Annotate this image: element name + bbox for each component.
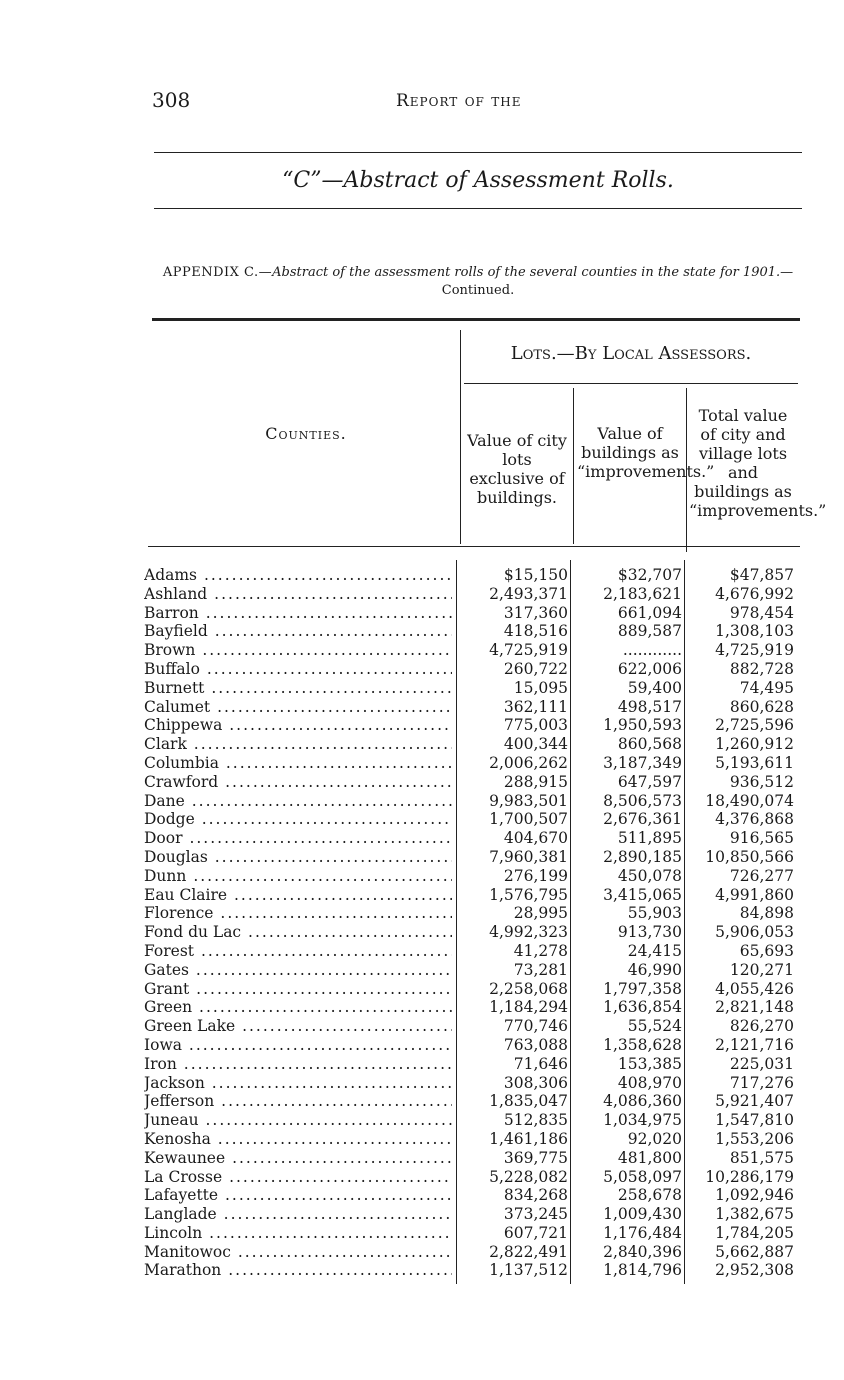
buildings-value: $32,707	[617, 566, 682, 584]
table-top-rule	[152, 318, 800, 321]
buildings-value: 2,840,396	[603, 1242, 682, 1261]
table-row	[138, 735, 798, 754]
buildings-value: 55,524	[627, 1017, 682, 1036]
table-row	[138, 1074, 798, 1093]
city-lots-value: 71,646	[513, 1054, 568, 1073]
city-lots-value: 4,992,323	[489, 923, 568, 942]
city-lots-value: 260,722	[503, 659, 568, 678]
city-lots-value: 418,516	[503, 622, 568, 641]
buildings-value: 498,517	[617, 697, 682, 716]
col-header-city-lots: Value of city lots exclusive of buildings.	[467, 431, 567, 507]
buildings-value: 1,636,854	[603, 998, 682, 1017]
city-lots-value: 2,493,371	[489, 584, 568, 603]
table-row	[138, 998, 798, 1017]
city-lots-value: 373,245	[503, 1205, 568, 1224]
county-name: Dodge .....	[144, 810, 452, 829]
county-name: Clark .....	[144, 735, 452, 754]
city-lots-value: 1,835,047	[489, 1092, 568, 1111]
city-lots-value: 1,576,795	[489, 885, 568, 904]
total-value: 882,728	[729, 659, 794, 678]
table-row	[138, 1092, 798, 1111]
total-value: 978,454	[729, 603, 794, 622]
county-name: Columbia .....	[144, 754, 452, 773]
table-row	[138, 848, 798, 867]
city-lots-value: 1,700,507	[489, 810, 568, 829]
city-lots-value: 5,228,082	[489, 1167, 568, 1186]
total-value: 2,725,596	[715, 716, 794, 735]
county-name: Gates .....	[144, 961, 452, 980]
col-header-buildings: Value of buildings as “improvements.”	[577, 424, 715, 481]
city-lots-value: 1,184,294	[489, 998, 568, 1017]
table-row	[138, 773, 798, 792]
city-lots-value: 1,137,512	[489, 1261, 568, 1280]
county-name: Manitowoc .....	[144, 1243, 452, 1262]
total-value: 1,547,810	[715, 1111, 794, 1130]
city-lots-value: 2,006,262	[489, 753, 568, 772]
buildings-value: 46,990	[627, 960, 682, 979]
total-value: 5,906,053	[715, 923, 794, 942]
buildings-value: 1,358,628	[603, 1035, 682, 1054]
table-caption	[154, 264, 802, 300]
buildings-value: 1,797,358	[603, 979, 682, 998]
city-lots-value: 317,360	[503, 603, 568, 622]
running-head: Report of the	[396, 91, 522, 111]
county-name: Florence .....	[144, 904, 452, 923]
total-value: 5,193,611	[715, 753, 794, 772]
city-lots-value: 400,344	[503, 735, 568, 754]
city-lots-value: 15,095	[513, 678, 568, 697]
total-value: 2,821,148	[715, 998, 794, 1017]
county-name: La Crosse .....	[144, 1168, 452, 1187]
total-value: 936,512	[729, 772, 794, 791]
county-name: Adams .....	[144, 566, 452, 585]
table-row	[138, 1243, 798, 1262]
col-header-total-value: Total value of city and village lots and buildings as “improvements.”	[689, 406, 827, 520]
table-row	[138, 980, 798, 999]
buildings-value: 2,676,361	[603, 810, 682, 829]
buildings-value: ............	[622, 641, 682, 660]
caption-tail: —Continued.	[441, 265, 794, 298]
total-value: 4,055,426	[715, 979, 794, 998]
county-name: Grant .....	[144, 980, 452, 999]
table-row	[138, 1224, 798, 1243]
table-body	[138, 566, 798, 1280]
top-rule	[154, 152, 802, 153]
buildings-value: 1,950,593	[603, 716, 682, 735]
total-value: 2,121,716	[715, 1035, 794, 1054]
buildings-value: 661,094	[617, 603, 682, 622]
county-name: Forest .....	[144, 942, 452, 961]
buildings-value: 622,006	[617, 659, 682, 678]
header-bottom-rule	[148, 546, 800, 547]
total-value: 1,553,206	[715, 1129, 794, 1148]
total-value: 5,921,407	[715, 1092, 794, 1111]
total-value: 5,662,887	[715, 1242, 794, 1261]
county-name: Dane .....	[144, 792, 452, 811]
table-row	[138, 1186, 798, 1205]
county-name: Dunn .....	[144, 867, 452, 886]
city-lots-value: 607,721	[503, 1223, 568, 1242]
buildings-value: 59,400	[627, 678, 682, 697]
county-name: Eau Claire .....	[144, 886, 452, 905]
table-row	[138, 1055, 798, 1074]
total-value: 10,850,566	[705, 847, 794, 866]
buildings-value: 8,506,573	[603, 791, 682, 810]
city-lots-value: $15,150	[503, 566, 568, 584]
table-row	[138, 679, 798, 698]
group-header-rule	[464, 383, 798, 384]
county-name: Jefferson .....	[144, 1092, 452, 1111]
table-row	[138, 1017, 798, 1036]
table-row	[138, 942, 798, 961]
table-row	[138, 792, 798, 811]
table-row	[138, 1130, 798, 1149]
buildings-value: 511,895	[617, 829, 682, 848]
city-lots-value: 770,746	[503, 1017, 568, 1036]
city-lots-value: 1,461,186	[489, 1129, 568, 1148]
lots-group-header	[462, 343, 800, 364]
city-lots-value: 41,278	[513, 941, 568, 960]
buildings-value: 1,814,796	[603, 1261, 682, 1280]
buildings-value: 647,597	[617, 772, 682, 791]
lots-group-header-text: Lots.—By Local Assessors.	[510, 343, 752, 364]
buildings-value: 3,415,065	[603, 885, 682, 904]
city-lots-value: 276,199	[503, 866, 568, 885]
county-name: Kewaunee .....	[144, 1149, 452, 1168]
total-value: 1,092,946	[715, 1186, 794, 1205]
caption-lead: APPENDIX C.—	[162, 265, 273, 280]
county-name: Barron .....	[144, 604, 452, 623]
total-value: 851,575	[729, 1148, 794, 1167]
county-name: Bayfield .....	[144, 622, 452, 641]
county-name: Green Lake .....	[144, 1017, 452, 1036]
total-value: 74,495	[739, 678, 794, 697]
total-value: 120,271	[729, 960, 794, 979]
counties-header: Counties.	[265, 424, 347, 443]
city-lots-value: 512,835	[503, 1111, 568, 1130]
total-value: 826,270	[729, 1017, 794, 1036]
total-value: 1,308,103	[715, 622, 794, 641]
county-name: Juneau .....	[144, 1111, 452, 1130]
county-name: Kenosha .....	[144, 1130, 452, 1149]
county-name: Iron .....	[144, 1055, 452, 1074]
table-row	[138, 754, 798, 773]
page-number: 308	[152, 88, 191, 112]
table-row	[138, 716, 798, 735]
city-lots-value: 2,258,068	[489, 979, 568, 998]
county-name: Brown .....	[144, 641, 452, 660]
table-row	[138, 886, 798, 905]
table-row	[138, 1036, 798, 1055]
city-lots-value: 73,281	[513, 960, 568, 979]
buildings-value: 450,078	[617, 866, 682, 885]
table-row	[138, 867, 798, 886]
city-lots-value: 834,268	[503, 1186, 568, 1205]
county-name: Burnett .....	[144, 679, 452, 698]
counties-divider	[460, 330, 461, 544]
col1-divider	[573, 388, 574, 544]
city-lots-value: 775,003	[503, 716, 568, 735]
table-row	[138, 585, 798, 604]
table-row	[138, 604, 798, 623]
buildings-value: 860,568	[617, 735, 682, 754]
buildings-value: 4,086,360	[603, 1092, 682, 1111]
table-row	[138, 1205, 798, 1224]
buildings-value: 481,800	[617, 1148, 682, 1167]
city-lots-value: 7,960,381	[489, 847, 568, 866]
title-rule	[154, 208, 802, 209]
total-value: 726,277	[729, 866, 794, 885]
table-row	[138, 1149, 798, 1168]
table-row	[138, 810, 798, 829]
county-name: Douglas .....	[144, 848, 452, 867]
county-name: Calumet .....	[144, 698, 452, 717]
county-name: Marathon .....	[144, 1261, 452, 1280]
county-name: Green .....	[144, 998, 452, 1017]
table-row	[138, 698, 798, 717]
city-lots-value: 2,822,491	[489, 1242, 568, 1261]
buildings-value: 3,187,349	[603, 753, 682, 772]
buildings-value: 1,034,975	[603, 1111, 682, 1130]
section-title: “C”—Abstract of Assessment Rolls.	[282, 168, 674, 193]
total-value: 4,991,860	[715, 885, 794, 904]
table-row	[138, 1261, 798, 1280]
city-lots-value: 288,915	[503, 772, 568, 791]
total-value: 4,676,992	[715, 584, 794, 603]
city-lots-value: 4,725,919	[489, 641, 568, 660]
buildings-value: 913,730	[617, 923, 682, 942]
total-value: 1,784,205	[715, 1223, 794, 1242]
buildings-value: 1,009,430	[603, 1205, 682, 1224]
city-lots-value: 362,111	[503, 697, 568, 716]
total-value: 717,276	[729, 1073, 794, 1092]
buildings-value: 5,058,097	[603, 1167, 682, 1186]
total-value: 4,725,919	[715, 641, 794, 660]
county-name: Crawford .....	[144, 773, 452, 792]
total-value: 916,565	[729, 829, 794, 848]
county-name: Lincoln .....	[144, 1224, 452, 1243]
county-name: Fond du Lac .....	[144, 923, 452, 942]
buildings-value: 55,903	[627, 904, 682, 923]
caption-italic: Abstract of the assessment rolls of the several counties in the state for 1901.	[272, 265, 781, 280]
county-name: Lafayette .....	[144, 1186, 452, 1205]
city-lots-value: 308,306	[503, 1073, 568, 1092]
total-value: 65,693	[739, 941, 794, 960]
total-value: 84,898	[739, 904, 794, 923]
buildings-value: 258,678	[617, 1186, 682, 1205]
buildings-value: 24,415	[627, 941, 682, 960]
total-value: 1,260,912	[715, 735, 794, 754]
total-value: 2,952,308	[715, 1261, 794, 1280]
table-row	[138, 829, 798, 848]
city-lots-value: 369,775	[503, 1148, 568, 1167]
county-name: Iowa .....	[144, 1036, 452, 1055]
table-row	[138, 660, 798, 679]
table-row	[138, 923, 798, 942]
city-lots-value: 9,983,501	[489, 791, 568, 810]
buildings-value: 2,890,185	[603, 847, 682, 866]
total-value: 18,490,074	[705, 791, 794, 810]
city-lots-value: 28,995	[513, 904, 568, 923]
city-lots-value: 763,088	[503, 1035, 568, 1054]
total-value: 1,382,675	[715, 1205, 794, 1224]
total-value: 225,031	[729, 1054, 794, 1073]
county-name: Buffalo .....	[144, 660, 452, 679]
county-name: Ashland .....	[144, 585, 452, 604]
table-row	[138, 566, 798, 585]
table-row	[138, 622, 798, 641]
buildings-value: 92,020	[627, 1129, 682, 1148]
city-lots-value: 404,670	[503, 829, 568, 848]
buildings-value: 889,587	[617, 622, 682, 641]
county-name: Jackson .....	[144, 1074, 452, 1093]
total-value: 860,628	[729, 697, 794, 716]
table-row	[138, 904, 798, 923]
table-row	[138, 1111, 798, 1130]
table-row	[138, 1168, 798, 1187]
total-value: 4,376,868	[715, 810, 794, 829]
county-name: Door .....	[144, 829, 452, 848]
total-value: $47,857	[729, 566, 794, 584]
county-name: Chippewa .....	[144, 716, 452, 735]
buildings-value: 1,176,484	[603, 1223, 682, 1242]
buildings-value: 2,183,621	[603, 584, 682, 603]
buildings-value: 153,385	[617, 1054, 682, 1073]
table-row	[138, 641, 798, 660]
total-value: 10,286,179	[705, 1167, 794, 1186]
buildings-value: 408,970	[617, 1073, 682, 1092]
table-row	[138, 961, 798, 980]
county-name: Langlade .....	[144, 1205, 452, 1224]
